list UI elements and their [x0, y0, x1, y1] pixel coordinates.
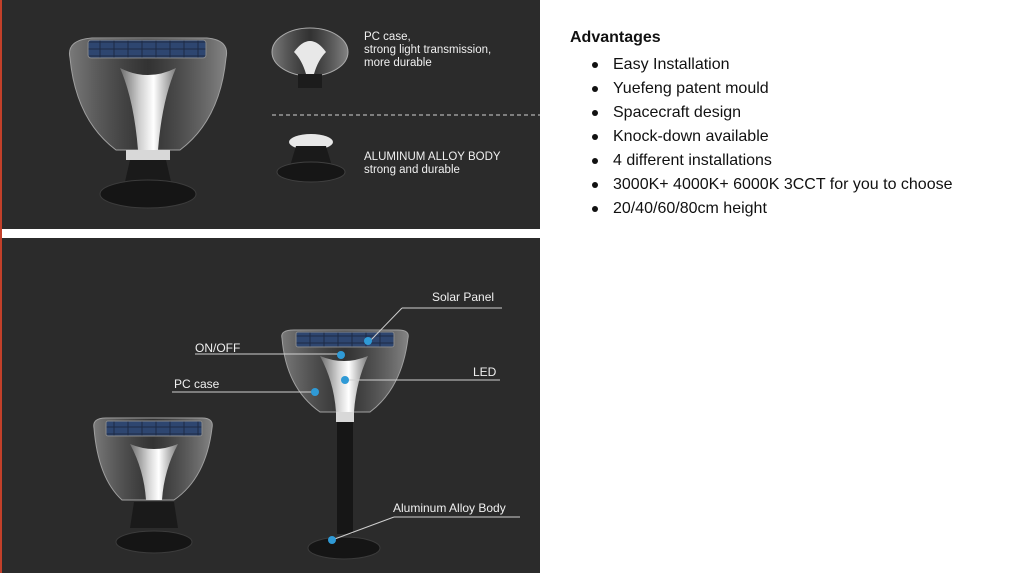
pc-case-label: PC case — [174, 377, 220, 391]
list-item — [570, 125, 953, 149]
list-item-text: Yuefeng patent mould — [613, 80, 769, 97]
pc-case-caption-line: strong light transmission, — [364, 44, 492, 56]
callout-dot — [364, 337, 372, 345]
bullet-icon — [592, 62, 598, 68]
bullet-icon — [592, 134, 598, 140]
list-item-text: 20/40/60/80cm height — [613, 200, 767, 217]
bullet-icon — [592, 158, 598, 164]
list-item — [570, 197, 953, 221]
alloy-caption-line: strong and durable — [364, 164, 460, 176]
advantages-title: Advantages — [570, 29, 661, 46]
list-item — [570, 173, 953, 197]
bullet-icon — [592, 182, 598, 188]
callout-dot — [341, 376, 349, 384]
top-product-panel — [2, 0, 540, 229]
solar-panel — [88, 40, 206, 58]
alloy-caption-line: ALUMINUM ALLOY BODY — [364, 151, 501, 163]
bottom-product-panel — [2, 238, 540, 573]
alloy-caption — [364, 151, 501, 177]
callout-dot — [328, 536, 336, 544]
callout-dot — [311, 388, 319, 396]
callout-dot — [337, 351, 345, 359]
list-item — [570, 77, 953, 101]
bullet-icon — [592, 206, 598, 212]
advantages-list — [570, 53, 953, 221]
list-item — [570, 53, 953, 77]
list-item — [570, 101, 953, 125]
alloy-body-label: Aluminum Alloy Body — [393, 501, 506, 515]
pc-case-caption-line: PC case, — [364, 31, 411, 43]
pc-case-caption — [364, 31, 491, 70]
list-item-text: Knock-down available — [613, 128, 769, 145]
solar-panel-label: Solar Panel — [432, 290, 495, 304]
bullet-icon — [592, 110, 598, 116]
lamp-illustration-bottom — [2, 238, 540, 573]
advantages-section — [570, 29, 953, 221]
list-item — [570, 149, 953, 173]
list-item-text: 4 different installations — [613, 152, 772, 169]
bullet-icon — [592, 86, 598, 92]
on-off-label: ON/OFF — [195, 341, 241, 355]
pc-case-caption-line: more durable — [364, 57, 432, 69]
led-label: LED — [473, 365, 497, 379]
list-item-text: Spacecraft design — [613, 104, 742, 121]
list-item-text: 3000K+ 4000K+ 6000K 3CCT for you to choose — [613, 176, 953, 193]
list-item-text: Easy Installation — [613, 56, 730, 73]
